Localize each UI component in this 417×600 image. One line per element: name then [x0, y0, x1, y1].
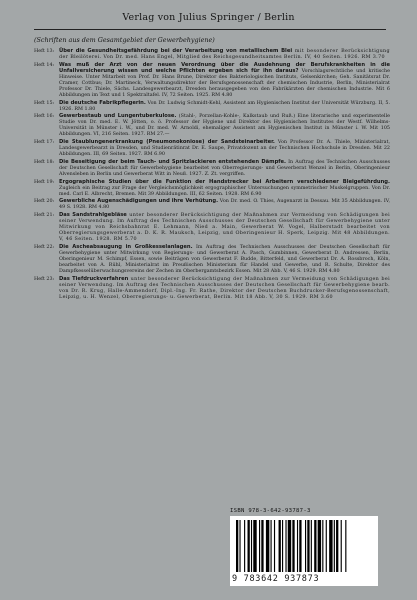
heft-number: Heft 21: — [34, 211, 55, 218]
heft-number: Heft 19: — [34, 178, 55, 185]
entry-text: Vorschlagsrechtliche und kritische Hinweise. Unter Mitarbeit von Prof. Dr. Hans Brune, Direktor des Bakteriologischen Instituts, Gelsenkirchen; Geh. Sanitätsrat Dr. Cramer, Cottbus; Dr. Martineck, Verwaltungsdirektor der Berufsgenossenschaft der chemischen Industrie, Berlin, Ministerialrat Professor Dr. Thiele, Sächs. Landesgewerbearzt, Dresden herausgegeben von den Fabrikärzten der chemischen Industrie. Mit 6 Abbildungen im Text und 1 Spektraltafel. IV, 72 Seiten. 1925. RM 4.80 — [59, 67, 390, 98]
list-item — [34, 276, 390, 300]
heft-number: Heft 17: — [34, 139, 55, 146]
barcode-bar — [345, 520, 346, 572]
entry-text: unter besonderer Berücksichtigung der Maßnahmen zur Vermeidung von Schädigungen bei seiner Verwendung. Im Auftrag des Technischen Ausschusses der Deutschen Gesellschaft für Gewerbehygiene bearb. von Dr. R. Krug, Halle-Ammendorf, Dipl.-Ing. Fr. Rathe, Direktor der Deutschen Buchdrucker-Berufsgenossenschaft, Leipzig, u. H. Wenzel, Oberregierungs- u. Gewerberat, Berlin. Mit 18 Abb. V, 30 S. 1929. RM 3.60 — [59, 275, 390, 300]
barcode-bar — [282, 520, 283, 572]
entry-text: In Auftrag des Technischen Ausschusses der Deutschen Gesellschaft für Gewerbehygiene bearbeitet von Oberregierungs- und Gewerberat Wenzel in Berlin, Oberingenieur Alvensleben in Berlin und Gewerberat Witt in Neuß. 1927. Z. Zt. vergriffen. — [59, 158, 390, 177]
barcode-bar — [251, 520, 252, 572]
heft-number: Heft 13: — [34, 48, 55, 54]
entry-text: Im Auftrag des Technischen Ausschusses der Deutschen Gesellschaft für Gewerbehygiene unter Mitwirkung von Regierungs- und Gewerberat A. Pasch, Gumbinnen, Gewerberat D. Andressen, Berlin, Oberingenieur M. Schimpf, Essen, sowie Beiträgen von Gewerberat F. Budde, Bitterfeld, und Gewerberat Dr. A. Rossbroch, Köln, bearbeitet von A. Rühl, Ministerialrat im Preußischen Ministerium für Handel und Gewerbe, und R. Schulte, Direktor des Dampfkesselüberwachungsvereins der Zechen im Oberbergamtsbezirk Essen. Mit 28 Abb. V, 46 S. 1929. RM 4.80 — [59, 243, 391, 274]
series-subtitle: (Schriften aus dem Gesamtgebiet der Gewerbehygiene) — [34, 36, 215, 44]
entry-text: (Stahl-, Porzellan-Kohle-, Kalkstaub und Ruß.) Eine literarische und experimentelle Studie von Dr. med. E. W. Jötten, o. ö. Professor der Hygiene und Direktor des Hygienischen Institutes der Westf. Wilhelms-Universität in Münster i. W., und Dr. med. W. Arnoldi, ehemaliger Assistent am Hygienischen Institut in Münster i. W. Mit 105 Abbildungen. VI, 216 Seiten. 1927. RM 27.— — [59, 113, 391, 138]
barcode-bar — [314, 520, 316, 572]
entry-title: Die Beseitigung der beim Tauch- und Spritzlackieren entstehenden Dämpfe. — [59, 158, 287, 165]
barcode — [230, 516, 378, 586]
barcode-bar — [322, 520, 323, 572]
publisher-header: Verlag von Julius Springer / Berlin — [122, 12, 295, 23]
barcode-bar — [297, 520, 298, 572]
list-item — [34, 159, 390, 177]
barcode-bar — [285, 520, 286, 572]
barcode-bar — [311, 520, 312, 572]
barcode-bar — [274, 520, 275, 572]
list-item — [34, 113, 390, 137]
list-item — [34, 62, 390, 98]
heft-number: Heft 15: — [34, 99, 55, 106]
barcode-bar — [239, 520, 240, 572]
entry-text: Von Dr. Ludwig Schmidt-Kehl, Assistent am Hygienischen Institut der Universität Würzburg. II, 5. 1926. RM 1.80 — [59, 99, 391, 112]
barcode-bar — [261, 520, 263, 572]
barcode-bar — [329, 520, 332, 572]
isbn-label: ISBN 978-3-642-93787-3 — [230, 508, 311, 514]
barcode-bar — [253, 520, 256, 572]
entry-text: unter besonderer Berücksichtigung der Maßnahmen zur Vermeidung von Schädigungen bei seiner Verwendung. Im Auftrag des Technischen Ausschusses der Deutschen Gesellschaft für Gewerbehygiene unter Mitwirkung von Reichsbahnrat E. Lehmann, Nied a. Main, Gewerberat W. Vogel, Halberstadt bearbeitet von Oberregierungsgewerberat a. D. K. R. Mauksch, Leipzig, und Oberingenieur H. Sperk, Leipzig. Mit 48 Abbildungen. V, 46 Seiten. 1928. RM 5.70 — [59, 211, 391, 243]
list-item — [34, 139, 390, 157]
barcode-bar — [279, 520, 281, 572]
list-item — [34, 198, 390, 210]
heft-number: Heft 14: — [34, 61, 55, 68]
entry-title: Gewerbestaub und Lungentuberkulose. — [59, 113, 177, 120]
header-rule — [34, 29, 386, 30]
barcode-bar — [259, 520, 260, 572]
list-item — [34, 179, 390, 197]
list-item — [34, 244, 390, 274]
barcode-bar — [305, 520, 306, 572]
barcode-bar — [334, 520, 335, 572]
entry-title: Was muß der Arzt von der neuen Verordnung über die Ausdehnung der Berufskrankheiten in die Unfallversicherung wissen und welche Pflichten ergeben sich für ihn daraus? — [59, 61, 390, 74]
entry-text: mit besonderer Berücksichtigung der Bleilöterei. Von Dr. med. Hans Engel, Mitglied des Reichsgesundheitsamtes Berlin. IV, 40 Seiten. 1926. RM 3.70 — [59, 48, 390, 61]
entry-text: Von Professor Dr. A. Thiele, Ministerialrat, Landesgewerbearzt in Dresden, und Studienrätinrat Dr. E. Saupe, Privatdozent an der Technischen Hochschule in Dresden. Mit 22 Abbildungen. III, 69 Seiten. 1927. RM 6.90 — [59, 139, 390, 158]
barcode-bar — [341, 520, 342, 572]
heft-number: Heft 20: — [34, 198, 55, 205]
entry-text: Zugleich ein Beitrag zur Frage der Vergleichsmöglichkeit ergographischer Untersuchungen symmetrischer Muskelgruppen. Von Dr. med. Carl E. Albrecht, Bremen. Mit 39 Abbildungen. III, 62 Seiten. 1928. RM 6.90 — [59, 184, 390, 197]
heft-number: Heft 16: — [34, 113, 55, 120]
barcode-bar — [299, 520, 301, 572]
barcode-digits: 9 783642 937873 — [232, 574, 320, 584]
heft-number: Heft 23: — [34, 275, 55, 282]
entry-title: Das Sandstrahlgebläse — [59, 211, 127, 218]
list-item — [34, 100, 390, 112]
barcode-bars — [236, 520, 372, 572]
barcode-bar — [248, 520, 250, 572]
list-item — [34, 48, 390, 60]
list-item — [34, 212, 390, 242]
barcode-bar — [236, 520, 238, 572]
barcode-bar — [307, 520, 309, 572]
entry-title: Die deutsche Fabrikpflegerin. — [59, 99, 146, 106]
barcode-bar — [244, 520, 245, 572]
entry-title: Gewerbliche Augenschädigungen und ihre Verhütung. — [59, 198, 219, 205]
barcode-bar — [288, 520, 291, 572]
barcode-bar — [318, 520, 321, 572]
entries-list — [34, 48, 390, 301]
barcode-bar — [292, 520, 294, 572]
heft-number: Heft 22: — [34, 243, 55, 250]
barcode-bar — [326, 520, 327, 572]
entry-title: Über die Gesundheitsgefährdung bei der Verarbeitung von metallischem Blei — [59, 48, 293, 54]
barcode-bar — [336, 520, 338, 572]
barcode-bar — [266, 520, 269, 572]
barcode-bar — [271, 520, 272, 572]
entry-title: Das Tiefdruckverfahren — [59, 275, 129, 282]
entry-title: Die Ascheabsaugung in Großkesselanlagen. — [59, 243, 193, 250]
entry-title: Die Staublungenerkrankung (Pneumonokoniose) der Sandsteinarbeiter. — [59, 139, 275, 146]
entry-text: Von Dr. med. O. Thies, Augenarzt in Dessau. Mit 35 Abbildungen. IV, 49 S. 1928. RM 4.80 — [59, 198, 390, 211]
entry-title: Ergographische Studien über die Funktion der Handstrecker bei Arbeitern verschiedener Bleigeführdung. — [59, 178, 390, 185]
heft-number: Heft 18: — [34, 158, 55, 165]
